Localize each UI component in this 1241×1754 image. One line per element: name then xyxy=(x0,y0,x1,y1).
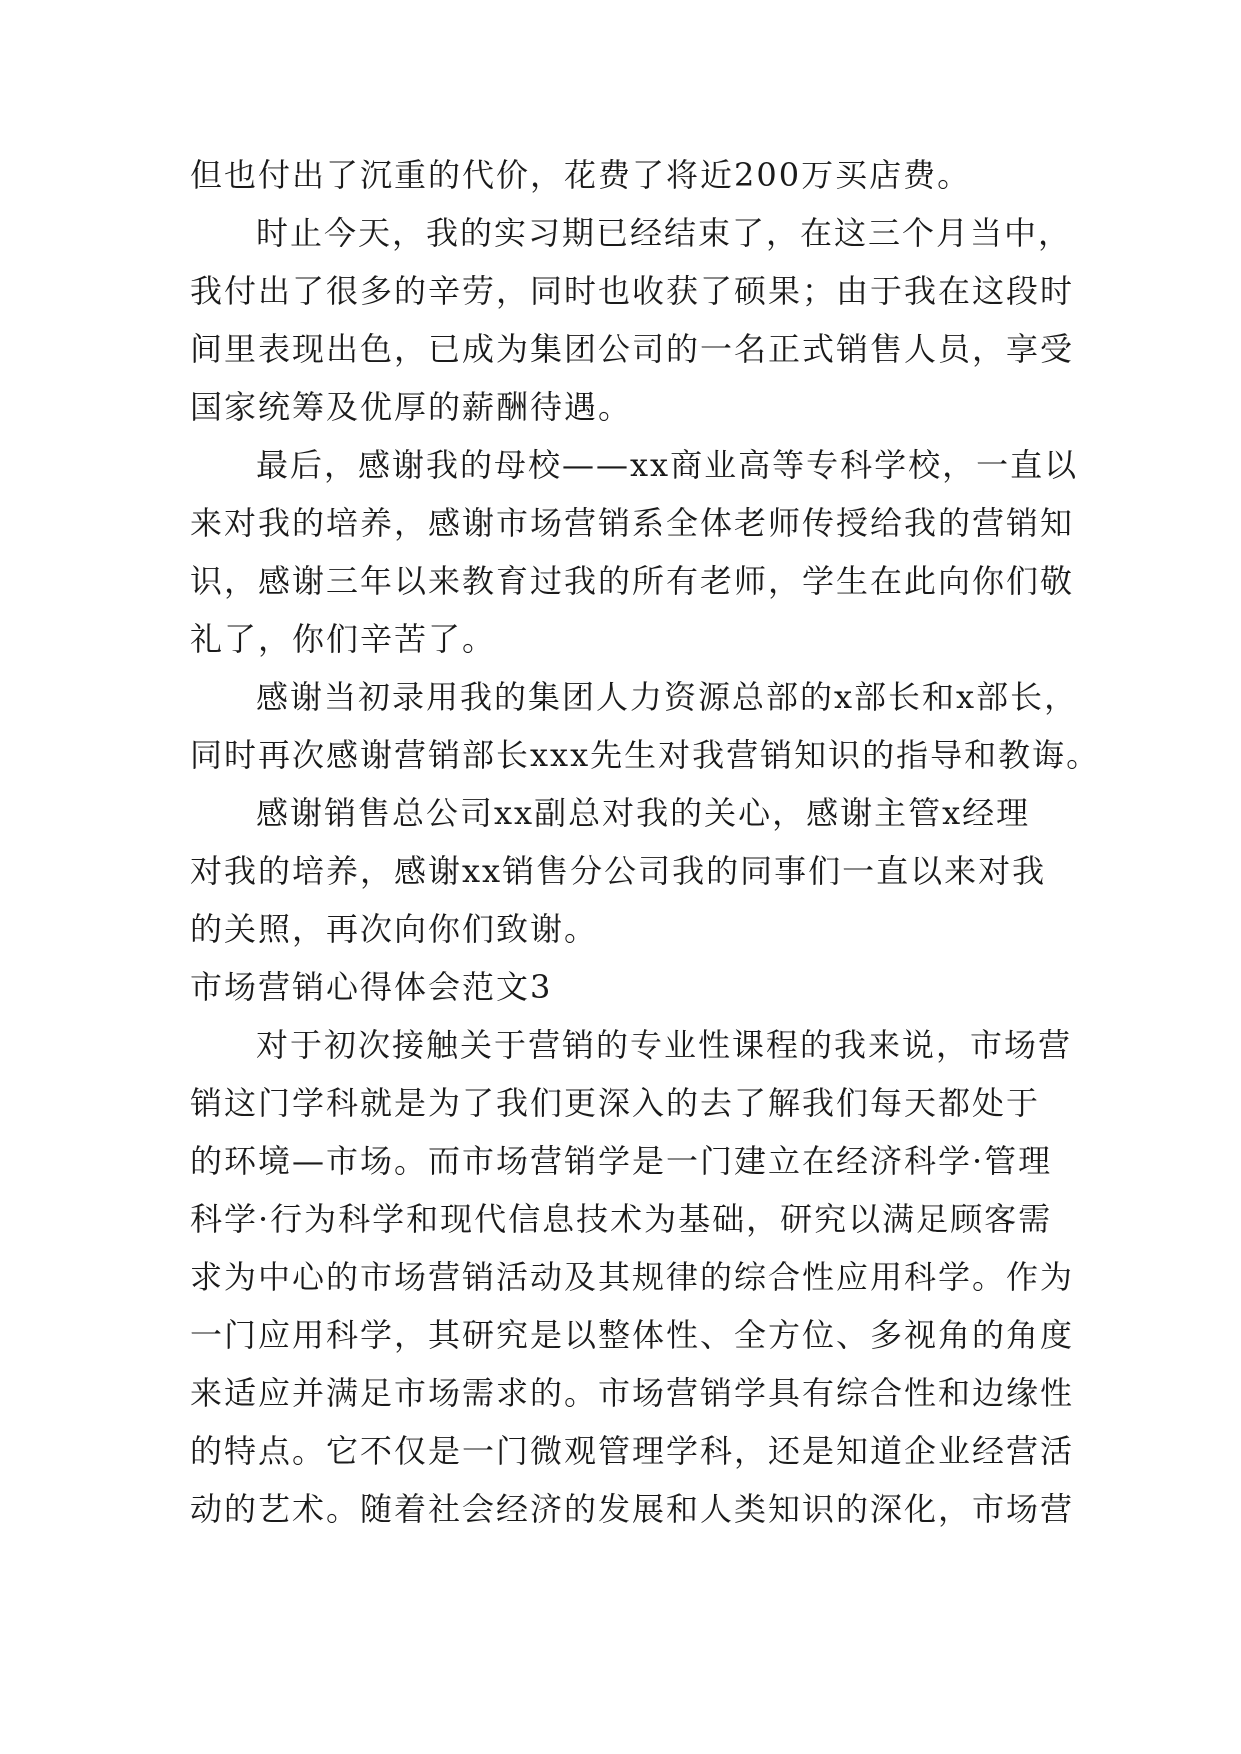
text-line: 科学·行为科学和现代信息技术为基础，研究以满足顾客需 xyxy=(190,1200,1053,1238)
text-line: 的关照，再次向你们致谢。 xyxy=(190,910,599,948)
section-heading: 市场营销心得体会范文3 xyxy=(190,968,553,1006)
text-line: 的环境—市场。而市场营销学是一门建立在经济科学·管理 xyxy=(190,1142,1053,1180)
text-line: 国家统筹及优厚的薪酬待遇。 xyxy=(190,388,633,426)
paragraph-start-line: 感谢当初录用我的集团人力资源总部的x部长和x部长， xyxy=(256,678,1079,716)
text-line: 一门应用科学，其研究是以整体性、全方位、多视角的角度 xyxy=(190,1316,1075,1354)
text-line: 间里表现出色，已成为集团公司的一名正式销售人员，享受 xyxy=(190,330,1075,368)
paragraph-start-line: 感谢销售总公司xx副总对我的关心，感谢主管x经理 xyxy=(256,794,1031,832)
text-line: 动的艺术。随着社会经济的发展和人类知识的深化，市场营 xyxy=(190,1490,1075,1528)
text-line: 但也付出了沉重的代价，花费了将近200万买店费。 xyxy=(190,156,972,194)
text-line: 同时再次感谢营销部长xxx先生对我营销知识的指导和教诲。 xyxy=(190,736,1101,774)
text-line: 礼了，你们辛苦了。 xyxy=(190,620,497,658)
text-line: 识，感谢三年以来教育过我的所有老师，学生在此向你们敬 xyxy=(190,562,1075,600)
text-line: 来对我的培养，感谢市场营销系全体老师传授给我的营销知 xyxy=(190,504,1075,542)
text-line: 来适应并满足市场需求的。市场营销学具有综合性和边缘性 xyxy=(190,1374,1075,1412)
text-line: 我付出了很多的辛劳，同时也收获了硕果；由于我在这段时 xyxy=(190,272,1075,310)
text-line: 对我的培养，感谢xx销售分公司我的同事们一直以来对我 xyxy=(190,852,1047,890)
text-line: 的特点。它不仅是一门微观管理学科，还是知道企业经营活 xyxy=(190,1432,1075,1470)
text-line: 销这门学科就是为了我们更深入的去了解我们每天都处于 xyxy=(190,1084,1041,1122)
paragraph-start-line: 对于初次接触关于营销的专业性课程的我来说，市场营 xyxy=(256,1026,1073,1064)
paragraph-start-line: 时止今天，我的实习期已经结束了，在这三个月当中， xyxy=(256,214,1073,252)
text-line: 求为中心的市场营销活动及其规律的综合性应用科学。作为 xyxy=(190,1258,1075,1296)
paragraph-start-line: 最后，感谢我的母校——xx商业高等专科学校，一直以 xyxy=(256,446,1079,484)
